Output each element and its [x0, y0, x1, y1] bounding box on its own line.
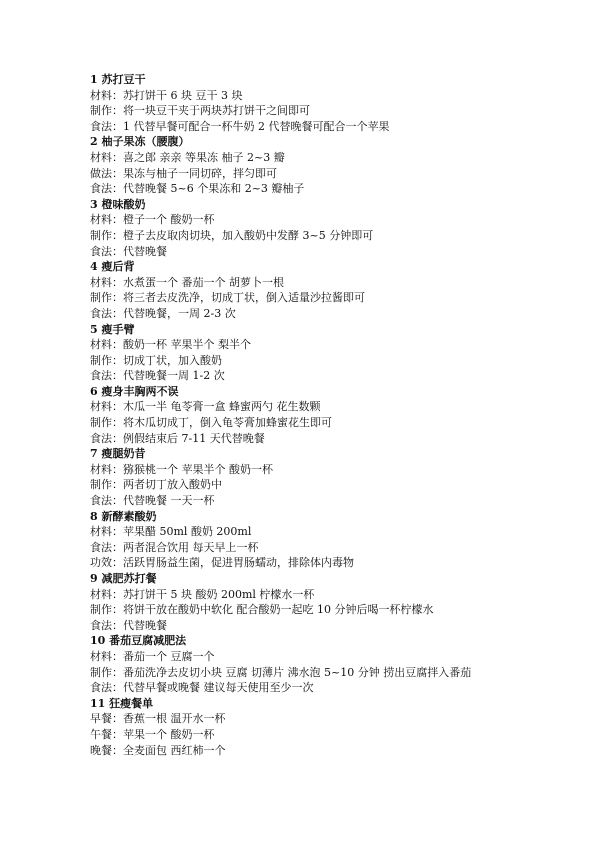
recipe-line: 制作：两者切丁放入酸奶中: [90, 478, 222, 492]
recipe-title: 1 苏打豆干: [90, 73, 146, 86]
recipe-title: 11 狂瘦餐单: [90, 696, 154, 710]
recipe-line: 食法：代替晚餐: [90, 244, 167, 258]
recipe-line: 材料：酸奶一杯 苹果半个 梨半个: [90, 338, 251, 352]
recipe-line: 制作：切成丁状，加入酸奶: [90, 353, 222, 367]
recipe-line: 材料：喜之郎 亲亲 等果冻 柚子 2~3 瓣: [90, 150, 285, 164]
recipe-line: 做法：果冻与柚子一同切碎，拌匀即可: [90, 166, 277, 180]
recipe-line: 晚餐：全麦面包 西红柿一个: [90, 743, 226, 757]
recipe-line: 制作：橙子去皮取肉切块，加入酸奶中发酵 3~5 分钟即可: [90, 228, 374, 242]
recipe-line: 食法：代替晚餐: [90, 618, 167, 632]
recipe-line: 材料：苹果醋 50ml 酸奶 200ml: [90, 525, 252, 539]
recipe-line: 材料：苏打饼干 5 块 酸奶 200ml 柠檬水一杯: [90, 587, 315, 601]
recipe-title: 2 柚子果冻（腰腹）: [90, 135, 190, 149]
recipe-line: 食法：代替晚餐，一周 2-3 次: [90, 306, 236, 320]
recipe-title: 7 瘦腿奶昔: [90, 447, 146, 461]
recipe-line: 制作：将三者去皮洗净，切成丁状，倒入适量沙拉酱即可: [90, 291, 365, 305]
recipe-line: 制作：将饼干放在酸奶中软化 配合酸奶一起吃 10 分钟后喝一杯柠檬水: [90, 603, 434, 617]
recipe-line: 功效：活跃胃肠益生菌，促进胃肠蠕动，排除体内毒物: [90, 556, 354, 570]
recipe-title: 3 橙味酸奶: [90, 197, 146, 211]
recipe-line: 制作：番茄洗净去皮切小块 豆腐 切薄片 沸水泡 5~10 分钟 捞出豆腐拌入番茄: [90, 665, 472, 679]
recipe-line: 制作：将一块豆干夹于两块苏打饼干之间即可: [90, 104, 310, 118]
recipe-line: 食法：两者混合饮用 每天早上一杯: [90, 540, 259, 554]
recipe-line: 材料：苏打饼干 6 块 豆干 3 块: [90, 88, 243, 102]
recipe-line: 材料：水煮蛋一个 番茄一个 胡萝卜一根: [90, 275, 284, 289]
recipe-line: 食法：代替早餐或晚餐 建议每天使用至少一次: [90, 681, 314, 695]
recipe-line: 食法：代替晚餐 5~6 个果冻和 2~3 瓣柚子: [90, 182, 305, 196]
recipe-line: 材料：猕猴桃一个 苹果半个 酸奶一杯: [90, 462, 273, 476]
recipe-line: 早餐：香蕉一根 温开水一杯: [90, 712, 226, 726]
recipe-line: 材料：木瓜一半 龟苓膏一盒 蜂蜜两勺 花生数颗: [90, 400, 321, 414]
recipe-title: 6 瘦身丰胸两不误: [90, 384, 179, 398]
recipe-line: 食法：例假结束后 7-11 天代替晚餐: [90, 431, 265, 445]
recipe-title: 5 瘦手臂: [90, 322, 135, 336]
recipe-line: 制作：将木瓜切成丁，倒入龟苓膏加蜂蜜花生即可: [90, 416, 332, 430]
recipe-line: 午餐：苹果一个 酸奶一杯: [90, 727, 215, 741]
recipe-line: 食法：代替晚餐一周 1-2 次: [90, 369, 225, 383]
recipe-line: 食法：1 代替早餐可配合一杯牛奶 2 代替晚餐可配合一个苹果: [90, 119, 390, 133]
recipe-title: 10 番茄豆腐减肥法: [90, 634, 187, 648]
recipe-line: 材料：番茄一个 豆腐一个: [90, 649, 215, 663]
recipe-title: 8 新酵素酸奶: [90, 509, 157, 523]
document-body: [90, 72, 570, 758]
recipe-title: 4 瘦后背: [90, 260, 135, 274]
recipe-line: 食法：代替晚餐 一天一杯: [90, 494, 215, 508]
recipe-line: 材料：橙子一个 酸奶一杯: [90, 213, 215, 227]
recipe-title: 9 减肥苏打餐: [90, 572, 157, 585]
